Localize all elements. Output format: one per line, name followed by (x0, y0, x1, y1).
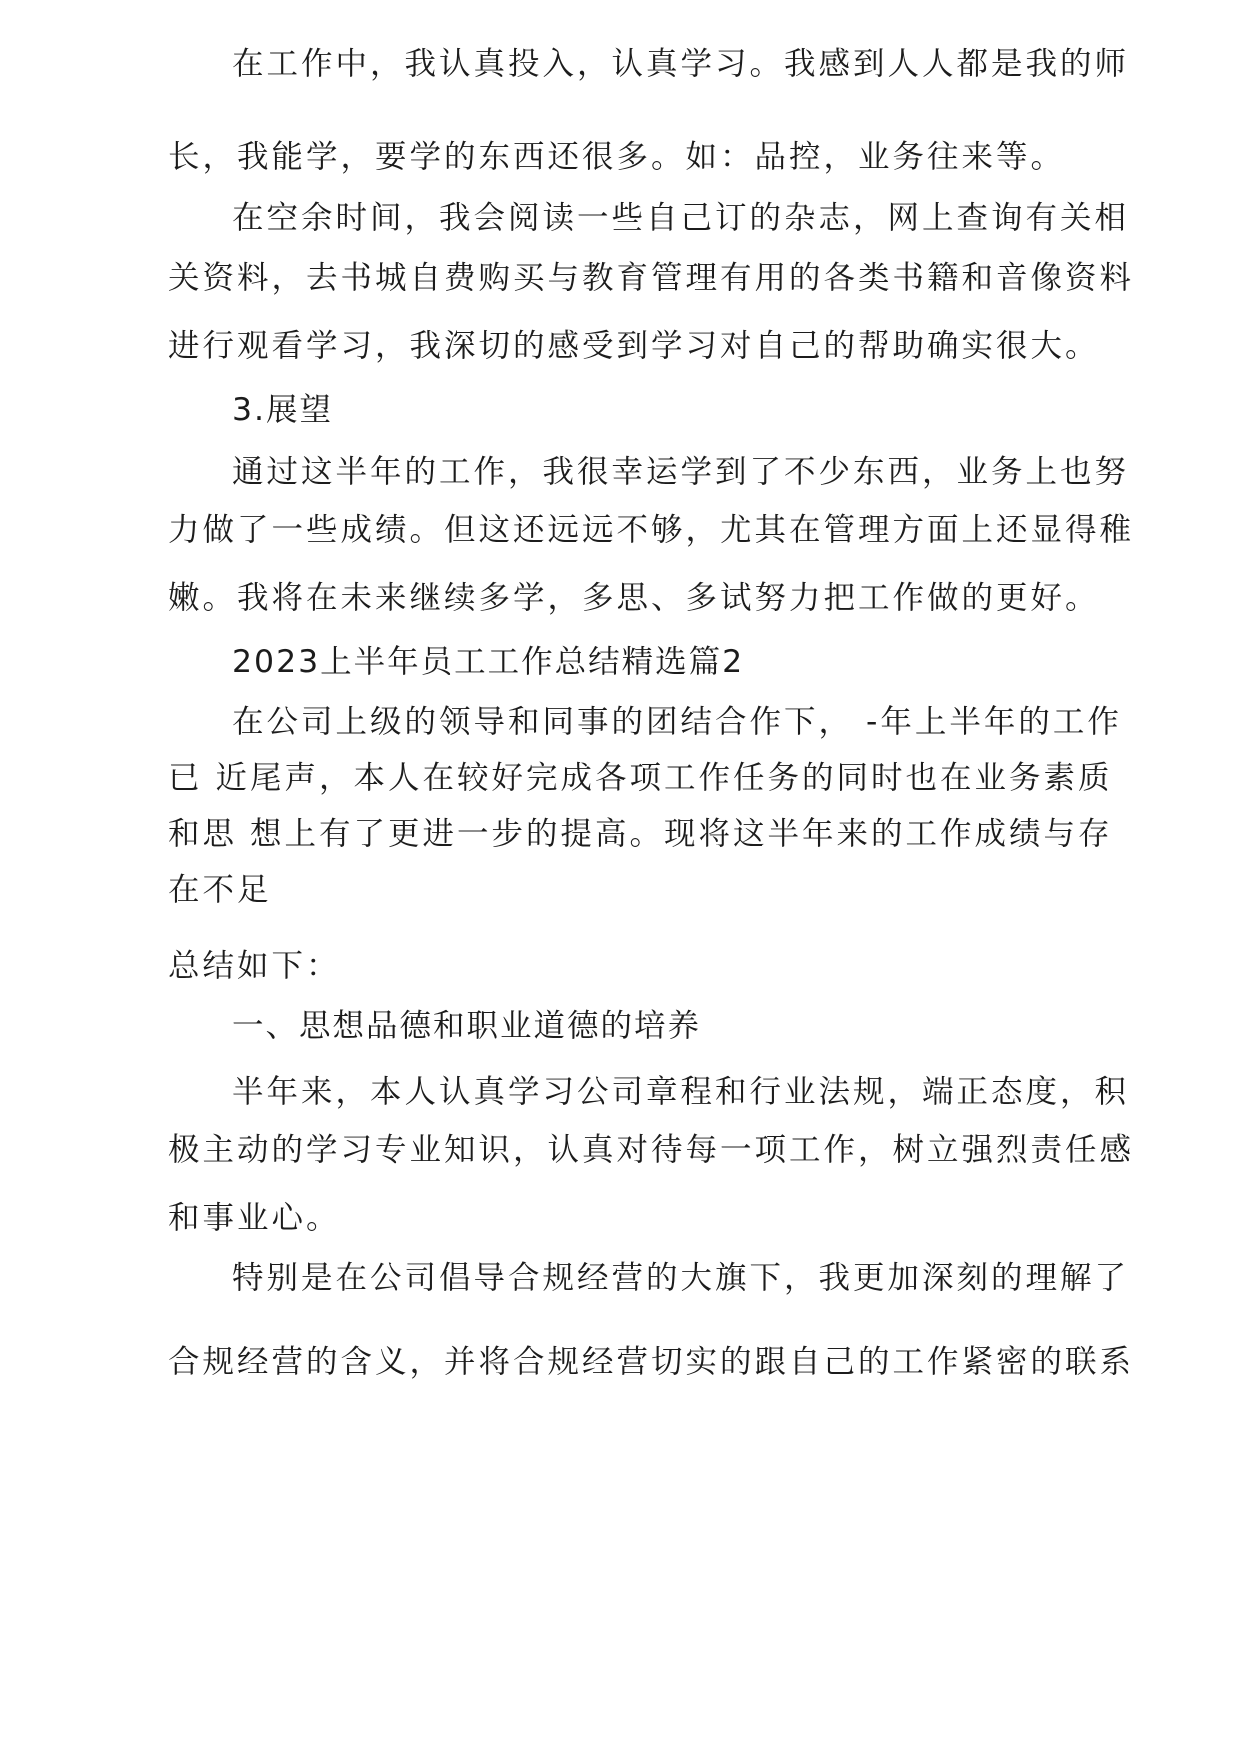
paragraph-line: 力做了一些成绩。但这还远远不够，尤其在管理方面上还显得稚 (168, 512, 1135, 548)
paragraph-line: 长，我能学，要学的东西还很多。如：品控，业务往来等。 (168, 139, 1066, 175)
paragraph-line: 合规经营的含义，并将合规经营切实的跟自己的工作紧密的联系 (168, 1344, 1135, 1380)
paragraph-line: 在工作中，我认真投入，认真学习。我感到人人都是我的师 (232, 46, 1130, 82)
paragraph-line: 在公司上级的领导和同事的团结合作下， -年上半年的工作 (232, 704, 1122, 740)
paragraph-line: 半年来，本人认真学习公司章程和行业法规，端正态度，积 (232, 1074, 1130, 1110)
paragraph-line: 关资料，去书城自费购买与教育管理有用的各类书籍和音像资料 (168, 260, 1135, 296)
paragraph-line: 在空余时间，我会阅读一些自己订的杂志，网上查询有关相 (232, 200, 1130, 236)
section-heading: 一、思想品德和职业道德的培养 (232, 1008, 702, 1044)
section-heading: 2023上半年员工工作总结精选篇2 (232, 644, 745, 680)
paragraph-line: 总结如下： (168, 948, 341, 984)
paragraph-line: 极主动的学习专业知识，认真对待每一项工作，树立强烈责任感 (168, 1132, 1135, 1168)
paragraph-line: 特别是在公司倡导合规经营的大旗下，我更加深刻的理解了 (232, 1260, 1130, 1296)
section-heading: 3.展望 (232, 392, 334, 428)
paragraph-line: 通过这半年的工作，我很幸运学到了不少东西，业务上也努 (232, 454, 1130, 490)
paragraph-line: 嫩。我将在未来继续多学，多思、多试努力把工作做的更好。 (168, 580, 1100, 616)
paragraph-line: 已 近尾声，本人在较好完成各项工作任务的同时也在业务素质 (168, 760, 1113, 796)
paragraph-line: 在不足 (168, 872, 272, 908)
paragraph-line: 和事业心。 (168, 1200, 341, 1236)
paragraph-line: 和思 想上有了更进一步的提高。现将这半年来的工作成绩与存 (168, 816, 1113, 852)
paragraph-line: 进行观看学习，我深切的感受到学习对自己的帮助确实很大。 (168, 328, 1100, 364)
